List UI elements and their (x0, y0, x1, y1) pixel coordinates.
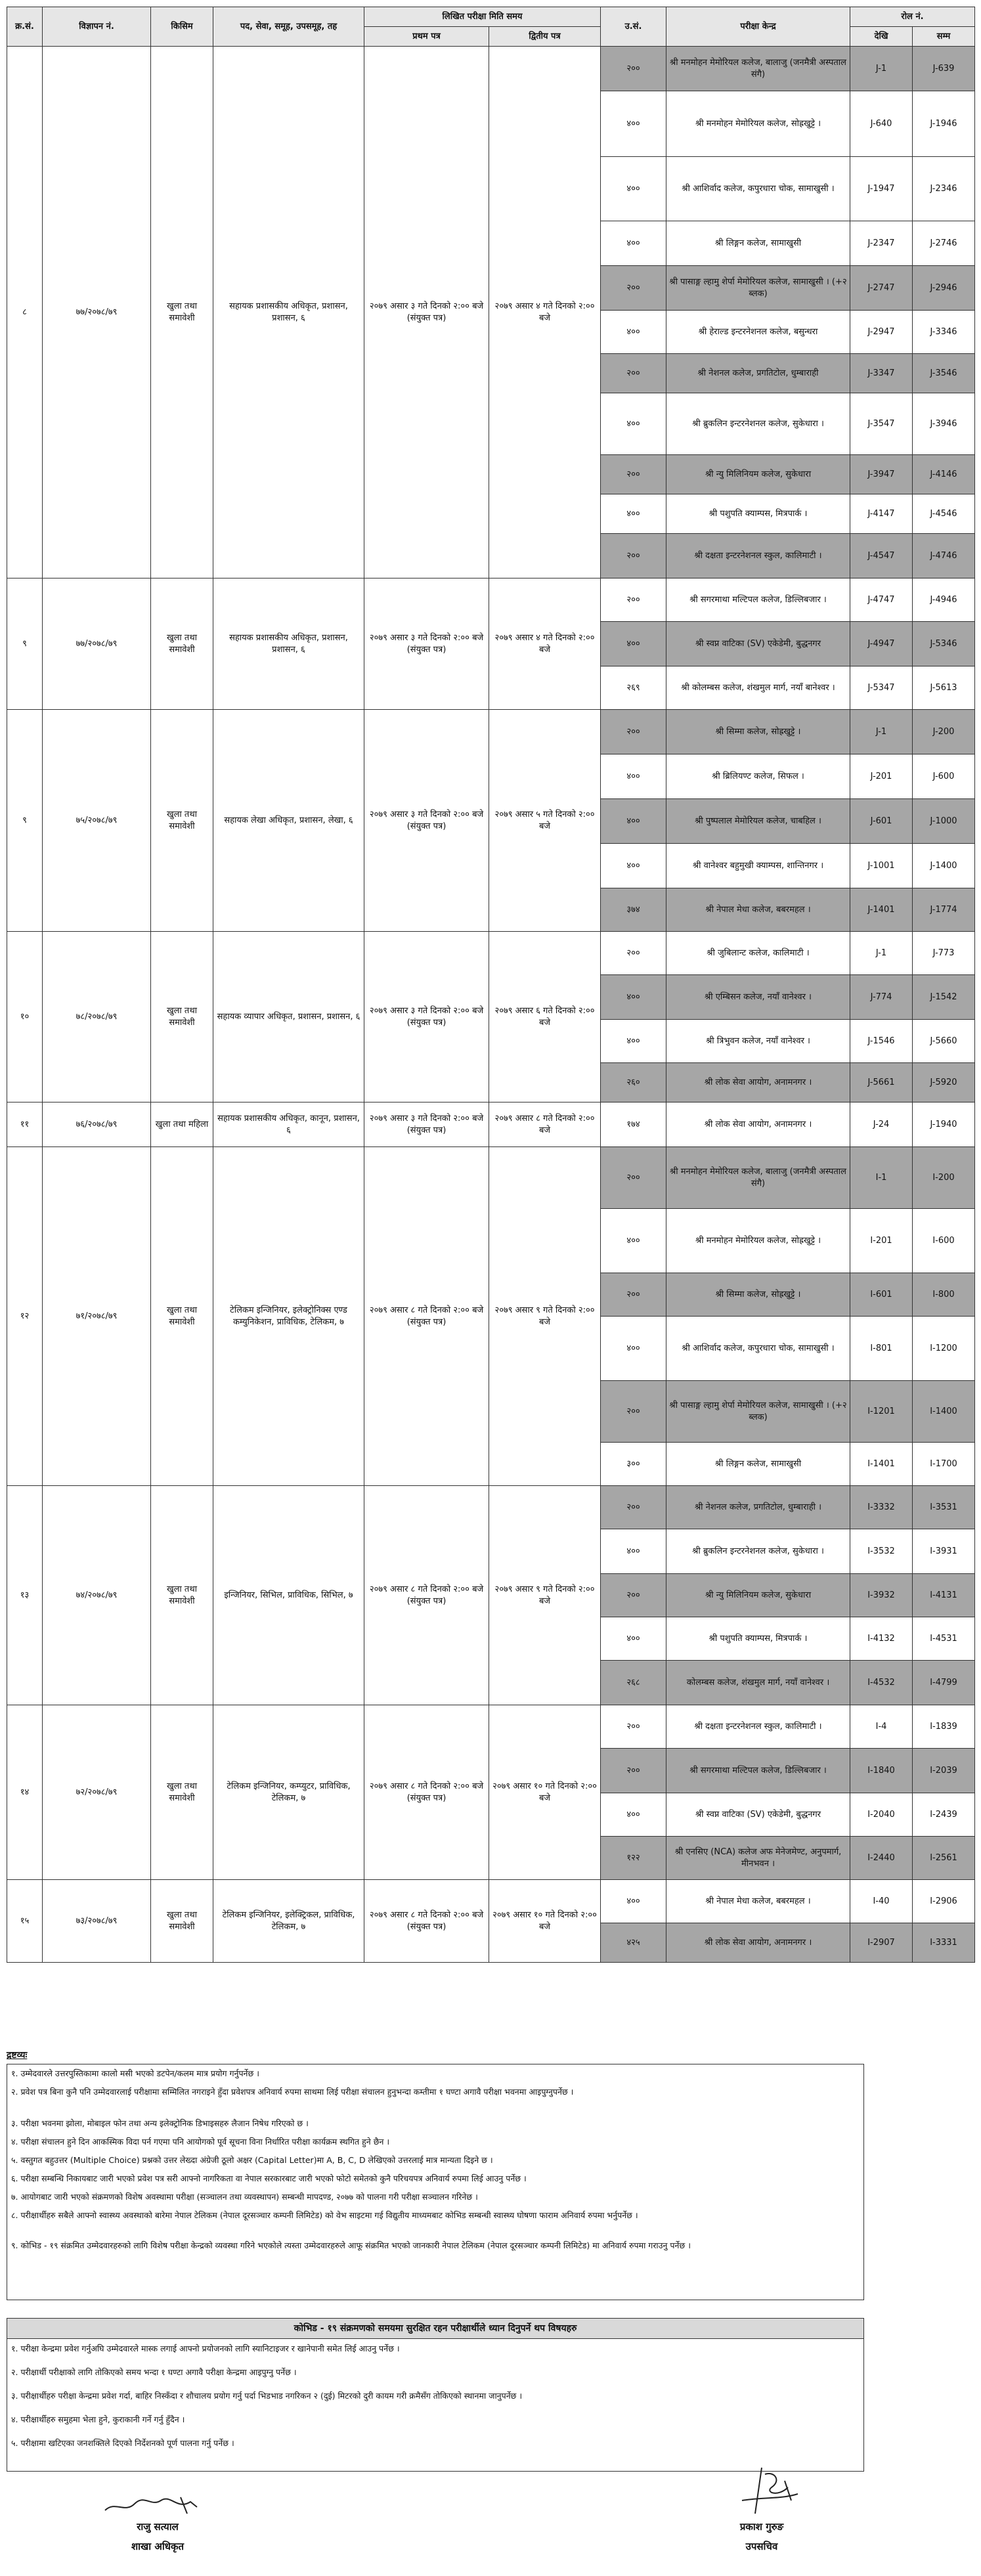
exam-center: श्री नेशनल कलेज, प्रगतिटोल, धुम्बाराही (666, 354, 850, 393)
group-adv: ७७/२०७८/७९ (43, 47, 151, 579)
exam-center: श्री न्यु मिलिनियम कलेज, सुकेधारा (666, 1574, 850, 1617)
schedule-row (7, 579, 975, 622)
note-item: १. उम्मेदवारले उत्तरपुस्तिकामा कालो मसी भएको डटपेन/कलम मात्र प्रयोग गर्नुपर्नेछ । (11, 2068, 259, 2078)
roll-from: I-3932 (850, 1574, 913, 1617)
note-item: ९. कोभिड - १९ संक्रमित उम्मेदवारहरुको लागि विशेष परीक्षा केन्द्रको व्यवस्था गरिने भएकोले त्यस्ता उम्मेदवारहरुले आफू संक्रमित भएको जानकारी नेपाल टेलिकम (नेपाल दूरसञ्चार कम्पनी लिमिटेड) मा अनिवार्य रुपमा गराउनु पर्नेछ । (11, 2240, 691, 2250)
group-adv: ७८/२०७८/७९ (43, 932, 151, 1102)
roll-from: J-2947 (850, 311, 913, 354)
roll-to: J-3946 (913, 393, 975, 455)
roll-to: I-3531 (913, 1486, 975, 1529)
center-count: २०० (601, 534, 666, 579)
roll-from: J-3947 (850, 455, 913, 494)
exam-center: श्री ब्रुकलिन इन्टरनेशनल कलेज, सुकेधारा । (666, 393, 850, 455)
exam-center: श्री एनसिए (NCA) कलेज अफ मेनेजमेण्ट, अनुपमार्ग, मीनभवन । (666, 1837, 850, 1880)
schedule-row (7, 1705, 975, 1749)
note-item: ५. वस्तुगत बहुउत्तर (Multiple Choice) प्रश्नको उत्तर लेख्दा अंग्रेजी ठूलो अक्षर (Capital Letter)मा A, B, C, D लेखिएको उत्तरलाई मात्र मान्यता दिइने छ । (11, 2155, 493, 2165)
center-count: २६९ (601, 666, 666, 710)
group-adv: ७१/२०७८/७९ (43, 1147, 151, 1486)
exam-center: श्री हेराल्ड इन्टरनेशनल कलेज, बसुन्धरा (666, 311, 850, 354)
roll-from: I-3332 (850, 1486, 913, 1529)
center-count: १२२ (601, 1837, 666, 1880)
roll-to: J-200 (913, 710, 975, 754)
roll-to: J-3346 (913, 311, 975, 354)
roll-from: J-1401 (850, 888, 913, 932)
center-count: २०० (601, 932, 666, 975)
exam-center: श्री मनमोहन मेमोरियल कलेज, बालाजु (जनमैत्री अस्पताल संगै) (666, 47, 850, 91)
group-post: सहायक प्रशासकीय अधिकृत, प्रशासन, प्रशासन, ६ (213, 579, 364, 710)
group-kind: खुला तथा समावेशी (151, 1147, 213, 1486)
group-post: टेलिकम इन्जिनियर, कम्प्युटर, प्राविधिक, टेलिकम, ७ (213, 1705, 364, 1880)
roll-to: J-773 (913, 932, 975, 975)
exam-center: श्री वानेश्वर बहुमुखी क्याम्पस, शान्तिनगर । (666, 844, 850, 888)
group-paper1: २०७९ असार ३ गते दिनको २:०० बजे (संयुक्त पत्र) (364, 710, 489, 932)
group-sn: १४ (7, 1705, 43, 1880)
roll-from: I-1840 (850, 1749, 913, 1793)
schedule-row (7, 1486, 975, 1529)
center-count: २०० (601, 710, 666, 754)
roll-to: I-1400 (913, 1381, 975, 1443)
group-post: टेलिकम इन्जिनियर, इलेक्ट्रोनिक्स एण्ड कम्युनिकेशन, प्राविधिक, टेलिकम, ७ (213, 1147, 364, 1486)
signature-right-name: प्रकाश गुरुङ (739, 2521, 784, 2533)
group-post: टेलिकम इन्जिनियर, इलेक्ट्रिकल, प्राविधिक, टेलिकम, ७ (213, 1880, 364, 1963)
group-sn: ९ (7, 579, 43, 710)
exam-center: श्री त्रिभुवन कलेज, नयाँ वानेश्वर । (666, 1020, 850, 1063)
center-count: २०० (601, 47, 666, 91)
roll-to: J-2946 (913, 266, 975, 311)
signature-right-title: उपसचिव (745, 2541, 778, 2552)
header-written-exam: लिखित परीक्षा मिति समय (364, 7, 601, 27)
roll-from: J-1 (850, 932, 913, 975)
group-sn: १२ (7, 1147, 43, 1486)
note-item: २. प्रवेश पत्र बिना कुनै पनि उम्मेदवारलाई परीक्षामा सम्मिलित नगराइने हुँदा प्रवेशपत्र अनिवार्य रुपमा साथमा लिई परीक्षा संचालन हुनुभन्दा कम्तीमा १ घण्टा अगावै परीक्षा भवनमा आइपुग्नुपर्नेछ । (11, 2087, 574, 2097)
group-paper2: २०७९ असार १० गते दिनको २:०० बजे (489, 1880, 601, 1963)
roll-from: I-4132 (850, 1617, 913, 1661)
center-count: २०० (601, 1381, 666, 1443)
exam-center: श्री दक्षता इन्टरनेशनल स्कुल, कालिमाटी । (666, 534, 850, 579)
exam-center: श्री सगरमाथा मल्टिपल कलेज, डिल्लिबजार । (666, 579, 850, 622)
covid-item: २. परीक्षार्थी परीक्षाको लागि तोकिएको समय भन्दा १ घण्टा अगावै परीक्षा केन्द्रमा आइपुग्नु पर्नेछ । (11, 2367, 297, 2377)
covid-item: ५. परीक्षामा खटिएका जनशक्तिले दिएको निर्देशनको पूर्ण पालना गर्नु पर्नेछ । (11, 2438, 234, 2448)
roll-from: I-601 (850, 1273, 913, 1317)
center-count: ४०० (601, 494, 666, 534)
group-paper1: २०७९ असार ८ गते दिनको २:०० बजे (संयुक्त पत्र) (364, 1880, 489, 1963)
roll-from: I-1 (850, 1147, 913, 1209)
center-count: ४०० (601, 1317, 666, 1381)
roll-to: J-4746 (913, 534, 975, 579)
group-paper2: २०७९ असार १० गते दिनको २:०० बजे (489, 1705, 601, 1880)
header-roll-to: सम्म (913, 27, 975, 47)
roll-to: J-5920 (913, 1063, 975, 1102)
group-sn: १३ (7, 1486, 43, 1705)
signature-left-image (98, 2487, 217, 2520)
roll-to: I-3331 (913, 1923, 975, 1963)
roll-to: I-2439 (913, 1793, 975, 1837)
roll-to: J-1542 (913, 975, 975, 1020)
center-count: २०० (601, 1749, 666, 1793)
roll-to: J-2746 (913, 221, 975, 266)
roll-from: I-4532 (850, 1661, 913, 1705)
group-paper2: २०७९ असार ४ गते दिनको २:०० बजे (489, 47, 601, 579)
roll-to: I-4799 (913, 1661, 975, 1705)
roll-from: J-1001 (850, 844, 913, 888)
exam-center: श्री मनमोहन मेमोरियल कलेज, सोह्रखुट्टे । (666, 1209, 850, 1273)
roll-from: J-201 (850, 754, 913, 799)
group-kind: खुला तथा समावेशी (151, 47, 213, 579)
group-adv: ७५/२०७८/७९ (43, 710, 151, 932)
roll-to: J-1946 (913, 91, 975, 157)
signature-left-name: राजु सत्याल (137, 2521, 179, 2533)
exam-center: श्री आशिर्वाद कलेज, कपुरधारा चोक, सामाखुसी । (666, 1317, 850, 1381)
center-count: ४०० (601, 311, 666, 354)
group-kind: खुला तथा समावेशी (151, 1880, 213, 1963)
group-paper2: २०७९ असार ८ गते दिनको २:०० बजे (489, 1102, 601, 1147)
note-item: ६. परीक्षा सम्बन्धि निकायबाट जारी भएको प्रवेश पत्र सरी आफ्नो नागरिकता वा नेपाल सरकारबाट जारी भएको फोटो समेतको कुनै परिचयपत्र अनिवार्य रुपमा लिई आउनु पर्नेछ । (11, 2173, 527, 2183)
notes-box (7, 2064, 864, 2300)
roll-to: I-2039 (913, 1749, 975, 1793)
schedule-row (7, 932, 975, 975)
roll-to: J-3546 (913, 354, 975, 393)
center-count: २०० (601, 1273, 666, 1317)
roll-from: I-801 (850, 1317, 913, 1381)
group-paper2: २०७९ असार ६ गते दिनको २:०० बजे (489, 932, 601, 1102)
roll-to: I-2906 (913, 1880, 975, 1923)
exam-center: श्री पासाङ्ग ल्हामु शेर्पा मेमोरियल कलेज, सामाखुसी । (+२ ब्लक) (666, 266, 850, 311)
roll-to: J-1774 (913, 888, 975, 932)
center-count: ४०० (601, 622, 666, 666)
schedule-row (7, 47, 975, 91)
roll-to: I-200 (913, 1147, 975, 1209)
note-item: ४. परीक्षा संचालन हुने दिन आकस्मिक विदा पर्न गएमा पनि आयोगको पूर्व सूचना विना निर्धारित परीक्षा कार्यक्रम स्थगित हुने छैन । (11, 2137, 390, 2147)
group-paper2: २०७९ असार ५ गते दिनको २:०० बजे (489, 710, 601, 932)
header-kind: किसिम (151, 7, 213, 47)
roll-from: J-1546 (850, 1020, 913, 1063)
roll-to: I-1839 (913, 1705, 975, 1749)
roll-to: I-4531 (913, 1617, 975, 1661)
group-post: इन्जिनियर, सिभिल, प्राविधिक, सिभिल, ७ (213, 1486, 364, 1705)
group-paper2: २०७९ असार ९ गते दिनको २:०० बजे (489, 1147, 601, 1486)
center-count: ४०० (601, 754, 666, 799)
center-count: ४०० (601, 1529, 666, 1574)
exam-center: श्री सिम्मा कलेज, सोह्रखुट्टे । (666, 710, 850, 754)
exam-center: श्री लोक सेवा आयोग, अनामनगर । (666, 1923, 850, 1963)
schedule-row (7, 1102, 975, 1147)
center-count: ४०० (601, 975, 666, 1020)
covid-item: १. परीक्षा केन्द्रमा प्रवेश गर्नुअघि उम्मेदवारले मास्क लगाई आफ्नो प्रयोजनको लागि स्यानिटाइजर र खानेपानी समेत लिई आउनु पर्नेछ । (11, 2344, 400, 2353)
roll-from: I-1401 (850, 1443, 913, 1486)
roll-from: J-4947 (850, 622, 913, 666)
group-paper1: २०७९ असार ३ गते दिनको २:०० बजे (संयुक्त पत्र) (364, 579, 489, 710)
center-count: ४०० (601, 91, 666, 157)
header-count: उ.सं. (601, 7, 666, 47)
roll-to: I-2561 (913, 1837, 975, 1880)
exam-center: श्री मनमोहन मेमोरियल कलेज, बालाजु (जनमैत्री अस्पताल संगै) (666, 1147, 850, 1209)
exam-center: श्री सगरमाथा मल्टिपल कलेज, डिल्लिबजार । (666, 1749, 850, 1793)
exam-center: श्री ब्रिलियण्ट कलेज, सिफल । (666, 754, 850, 799)
group-post: सहायक लेखा अधिकृत, प्रशासन, लेखा, ६ (213, 710, 364, 932)
exam-center: श्री एम्बिसन कलेज, नयाँ वानेश्वर । (666, 975, 850, 1020)
roll-from: I-4 (850, 1705, 913, 1749)
header-paper2: द्वितीय पत्र (489, 27, 601, 47)
center-count: ४०० (601, 844, 666, 888)
exam-center: श्री आशिर्वाद कलेज, कपुरधारा चोक, सामाखुसी । (666, 157, 850, 221)
notes-title: द्रष्टव्यः (7, 2050, 28, 2061)
group-kind: खुला तथा समावेशी (151, 710, 213, 932)
group-sn: ११ (7, 1102, 43, 1147)
group-adv: ७३/२०७८/७९ (43, 1880, 151, 1963)
roll-to: J-600 (913, 754, 975, 799)
roll-from: J-5347 (850, 666, 913, 710)
exam-center: श्री स्वप्न वाटिका (SV) एकेडेमी, बुद्धनगर (666, 622, 850, 666)
center-count: ४०० (601, 157, 666, 221)
header-center: परीक्षा केन्द्र (666, 7, 850, 47)
center-count: २०० (601, 1486, 666, 1529)
roll-to: I-600 (913, 1209, 975, 1273)
schedule-row (7, 1147, 975, 1209)
exam-center: श्री पशुपति क्याम्पस, मित्रपार्क । (666, 494, 850, 534)
roll-from: J-1 (850, 47, 913, 91)
group-paper2: २०७९ असार ४ गते दिनको २:०० बजे (489, 579, 601, 710)
center-count: २०० (601, 455, 666, 494)
roll-to: I-800 (913, 1273, 975, 1317)
covid-item: ४. परीक्षार्थीहरु समुहमा भेला हुने, कुराकानी गर्ने गर्नु हुँदैन । (11, 2414, 185, 2424)
group-kind: खुला तथा समावेशी (151, 932, 213, 1102)
roll-to: J-5346 (913, 622, 975, 666)
exam-center: श्री नेशनल कलेज, प्रगतिटोल, धुम्बाराही । (666, 1486, 850, 1529)
center-count: २०० (601, 1574, 666, 1617)
covid-item: ३. परीक्षार्थीहरु परीक्षा केन्द्रमा प्रवेश गर्दा, बाहिर निस्कँदा र शौचालय प्रयोग गर्नु पर्दा भिडभाड नगरिकन २ (दुई) मिटरको दुरी कायम गरी क्रमैसँग तोकिएको स्थानमा जानुपर्नेछ । (11, 2391, 523, 2401)
center-count: ४०० (601, 1793, 666, 1837)
center-count: २६० (601, 1063, 666, 1102)
center-count: ४०० (601, 1880, 666, 1923)
roll-to: J-4146 (913, 455, 975, 494)
group-sn: ८ (7, 47, 43, 579)
roll-from: I-2440 (850, 1837, 913, 1880)
exam-center: श्री लिङ्गन कलेज, सामाखुसी (666, 1443, 850, 1486)
header-roll-from: देखि (850, 27, 913, 47)
group-paper1: २०७९ असार ८ गते दिनको २:०० बजे (संयुक्त पत्र) (364, 1486, 489, 1705)
signature-right-image (729, 2461, 808, 2520)
exam-center: श्री जुबिलान्ट कलेज, कालिमाटी । (666, 932, 850, 975)
center-count: २०० (601, 266, 666, 311)
roll-from: J-2747 (850, 266, 913, 311)
exam-center: श्री कोलम्बस कलेज, शंखमुल मार्ग, नयाँ बानेश्वर । (666, 666, 850, 710)
center-count: ३७४ (601, 888, 666, 932)
covid-title: कोभिड - १९ संक्रमणको समयमा सुरक्षित रहन परीक्षार्थीले ध्यान दिनुपर्ने थप विषयहरु (7, 2319, 863, 2339)
group-post: सहायक प्रशासकीय अधिकृत, कानून, प्रशासन, ६ (213, 1102, 364, 1147)
group-adv: ७६/२०७८/७९ (43, 1102, 151, 1147)
roll-from: J-24 (850, 1102, 913, 1147)
roll-from: J-4547 (850, 534, 913, 579)
group-post: सहायक प्रशासकीय अधिकृत, प्रशासन, प्रशासन, ६ (213, 47, 364, 579)
roll-from: I-2040 (850, 1793, 913, 1837)
roll-from: I-3532 (850, 1529, 913, 1574)
center-count: ४२५ (601, 1923, 666, 1963)
roll-from: J-1947 (850, 157, 913, 221)
roll-to: J-2346 (913, 157, 975, 221)
roll-to: I-4131 (913, 1574, 975, 1617)
roll-from: I-201 (850, 1209, 913, 1273)
group-kind: खुला तथा महिला (151, 1102, 213, 1147)
roll-from: J-2347 (850, 221, 913, 266)
exam-schedule-table (7, 7, 975, 1963)
roll-from: J-5661 (850, 1063, 913, 1102)
roll-to: J-4546 (913, 494, 975, 534)
group-paper1: २०७९ असार ३ गते दिनको २:०० बजे (संयुक्त पत्र) (364, 1102, 489, 1147)
roll-to: J-5660 (913, 1020, 975, 1063)
exam-center: श्री लोक सेवा आयोग, अनामनगर । (666, 1102, 850, 1147)
roll-to: J-5613 (913, 666, 975, 710)
group-adv: ७७/२०७८/७९ (43, 579, 151, 710)
group-post: सहायक व्यापार अधिकृत, प्रशासन, प्रशासन, ६ (213, 932, 364, 1102)
exam-center: कोलम्बस कलेज, शंखमुल मार्ग, नयाँ वानेश्वर । (666, 1661, 850, 1705)
header-roll: रोल नं. (850, 7, 975, 27)
roll-from: J-1 (850, 710, 913, 754)
exam-center: श्री पशुपति क्याम्पस, मित्रपार्क । (666, 1617, 850, 1661)
center-count: २०० (601, 354, 666, 393)
group-sn: १५ (7, 1880, 43, 1963)
center-count: ३०० (601, 1443, 666, 1486)
center-count: ४०० (601, 799, 666, 844)
group-sn: ९ (7, 710, 43, 932)
group-kind: खुला तथा समावेशी (151, 1486, 213, 1705)
header-adv: विज्ञापन नं. (43, 7, 151, 47)
exam-center: श्री मनमोहन मेमोरियल कलेज, सोह्रखुट्टे । (666, 91, 850, 157)
roll-from: J-4147 (850, 494, 913, 534)
signature-left-title: शाखा अधिकृत (131, 2541, 185, 2552)
schedule-row (7, 1880, 975, 1923)
roll-to: J-1000 (913, 799, 975, 844)
group-adv: ७४/२०७८/७९ (43, 1486, 151, 1705)
exam-center: श्री पासाङ्ग ल्हामु शेर्पा मेमोरियल कलेज, सामाखुसी । (+२ ब्लक) (666, 1381, 850, 1443)
exam-center: श्री दक्षता इन्टरनेशनल स्कुल, कालिमाटी । (666, 1705, 850, 1749)
group-sn: १० (7, 932, 43, 1102)
roll-from: J-3347 (850, 354, 913, 393)
roll-from: I-1201 (850, 1381, 913, 1443)
center-count: ४०० (601, 1617, 666, 1661)
roll-to: I-1700 (913, 1443, 975, 1486)
note-item: ८. परीक्षार्थीहरु सबैले आफ्नो स्वास्थ्य अवस्थाको बारेमा नेपाल टेलिकम (नेपाल दूरसञ्चार कम्पनी लिमिटेड) को वेभ साइटमा गई विद्युतीय माध्यमबाट कोभिड सम्बन्धी स्वास्थ्य घोषणा फाराम अनिवार्य रुपमा भर्नुपर्नेछ । (11, 2210, 638, 2220)
roll-to: I-3931 (913, 1529, 975, 1574)
roll-from: J-4747 (850, 579, 913, 622)
exam-center: श्री सिम्मा कलेज, सोह्रखुट्टे । (666, 1273, 850, 1317)
exam-center: श्री न्यु मिलिनियम कलेज, सुकेधारा (666, 455, 850, 494)
roll-from: J-640 (850, 91, 913, 157)
schedule-row (7, 710, 975, 754)
group-adv: ७२/२०७८/७९ (43, 1705, 151, 1880)
exam-center: श्री पुष्पलाल मेमोरियल कलेज, चाबहिल । (666, 799, 850, 844)
header-sn: क्र.सं. (7, 7, 43, 47)
roll-to: J-1400 (913, 844, 975, 888)
group-paper1: २०७९ असार ३ गते दिनको २:०० बजे (संयुक्त पत्र) (364, 47, 489, 579)
roll-to: J-639 (913, 47, 975, 91)
exam-center: श्री ब्रुकलिन इन्टरनेशनल कलेज, सुकेधारा । (666, 1529, 850, 1574)
center-count: २०० (601, 1147, 666, 1209)
header-paper1: प्रथम पत्र (364, 27, 489, 47)
roll-from: J-774 (850, 975, 913, 1020)
note-item: ७. आयोगबाट जारी भएको संक्रमणको विशेष अवस्थामा परीक्षा (सञ्चालन तथा व्यवस्थापन) सम्बन्धी मापदण्ड, २०७७ को पालना गरी परीक्षा सञ्चालन गरिनेछ । (11, 2192, 478, 2202)
group-kind: खुला तथा समावेशी (151, 579, 213, 710)
roll-to: J-4946 (913, 579, 975, 622)
exam-center: श्री लिङ्गन कलेज, सामाखुसी (666, 221, 850, 266)
roll-to: J-1940 (913, 1102, 975, 1147)
header-post: पद, सेवा, समूह, उपसमूह, तह (213, 7, 364, 47)
center-count: २०० (601, 579, 666, 622)
group-paper1: २०७९ असार ८ गते दिनको २:०० बजे (संयुक्त पत्र) (364, 1147, 489, 1486)
exam-center: श्री नेपाल मेधा कलेज, बबरमहल । (666, 1880, 850, 1923)
exam-center: श्री लोक सेवा आयोग, अनामनगर । (666, 1063, 850, 1102)
group-paper2: २०७९ असार ९ गते दिनको २:०० बजे (489, 1486, 601, 1705)
group-paper1: २०७९ असार ३ गते दिनको २:०० बजे (संयुक्त पत्र) (364, 932, 489, 1102)
covid-box (7, 2318, 864, 2472)
roll-to: I-1200 (913, 1317, 975, 1381)
roll-from: I-2907 (850, 1923, 913, 1963)
note-item: ३. परीक्षा भवनमा झोला, मोबाइल फोन तथा अन्य इलेक्ट्रोनिक डिभाइसहरु लैजान निषेध गरिएको छ । (11, 2118, 309, 2128)
exam-center: श्री स्वप्न वाटिका (SV) एकेडेमी, बुद्धनगर (666, 1793, 850, 1837)
exam-center: श्री नेपाल मेधा कलेज, बबरमहल । (666, 888, 850, 932)
group-kind: खुला तथा समावेशी (151, 1705, 213, 1880)
center-count: ४०० (601, 221, 666, 266)
center-count: २६८ (601, 1661, 666, 1705)
roll-from: J-601 (850, 799, 913, 844)
center-count: ४०० (601, 393, 666, 455)
center-count: २०० (601, 1705, 666, 1749)
roll-from: J-3547 (850, 393, 913, 455)
roll-from: I-40 (850, 1880, 913, 1923)
center-count: ४०० (601, 1209, 666, 1273)
group-paper1: २०७९ असार ८ गते दिनको २:०० बजे (संयुक्त पत्र) (364, 1705, 489, 1880)
center-count: ४०० (601, 1020, 666, 1063)
center-count: १७४ (601, 1102, 666, 1147)
